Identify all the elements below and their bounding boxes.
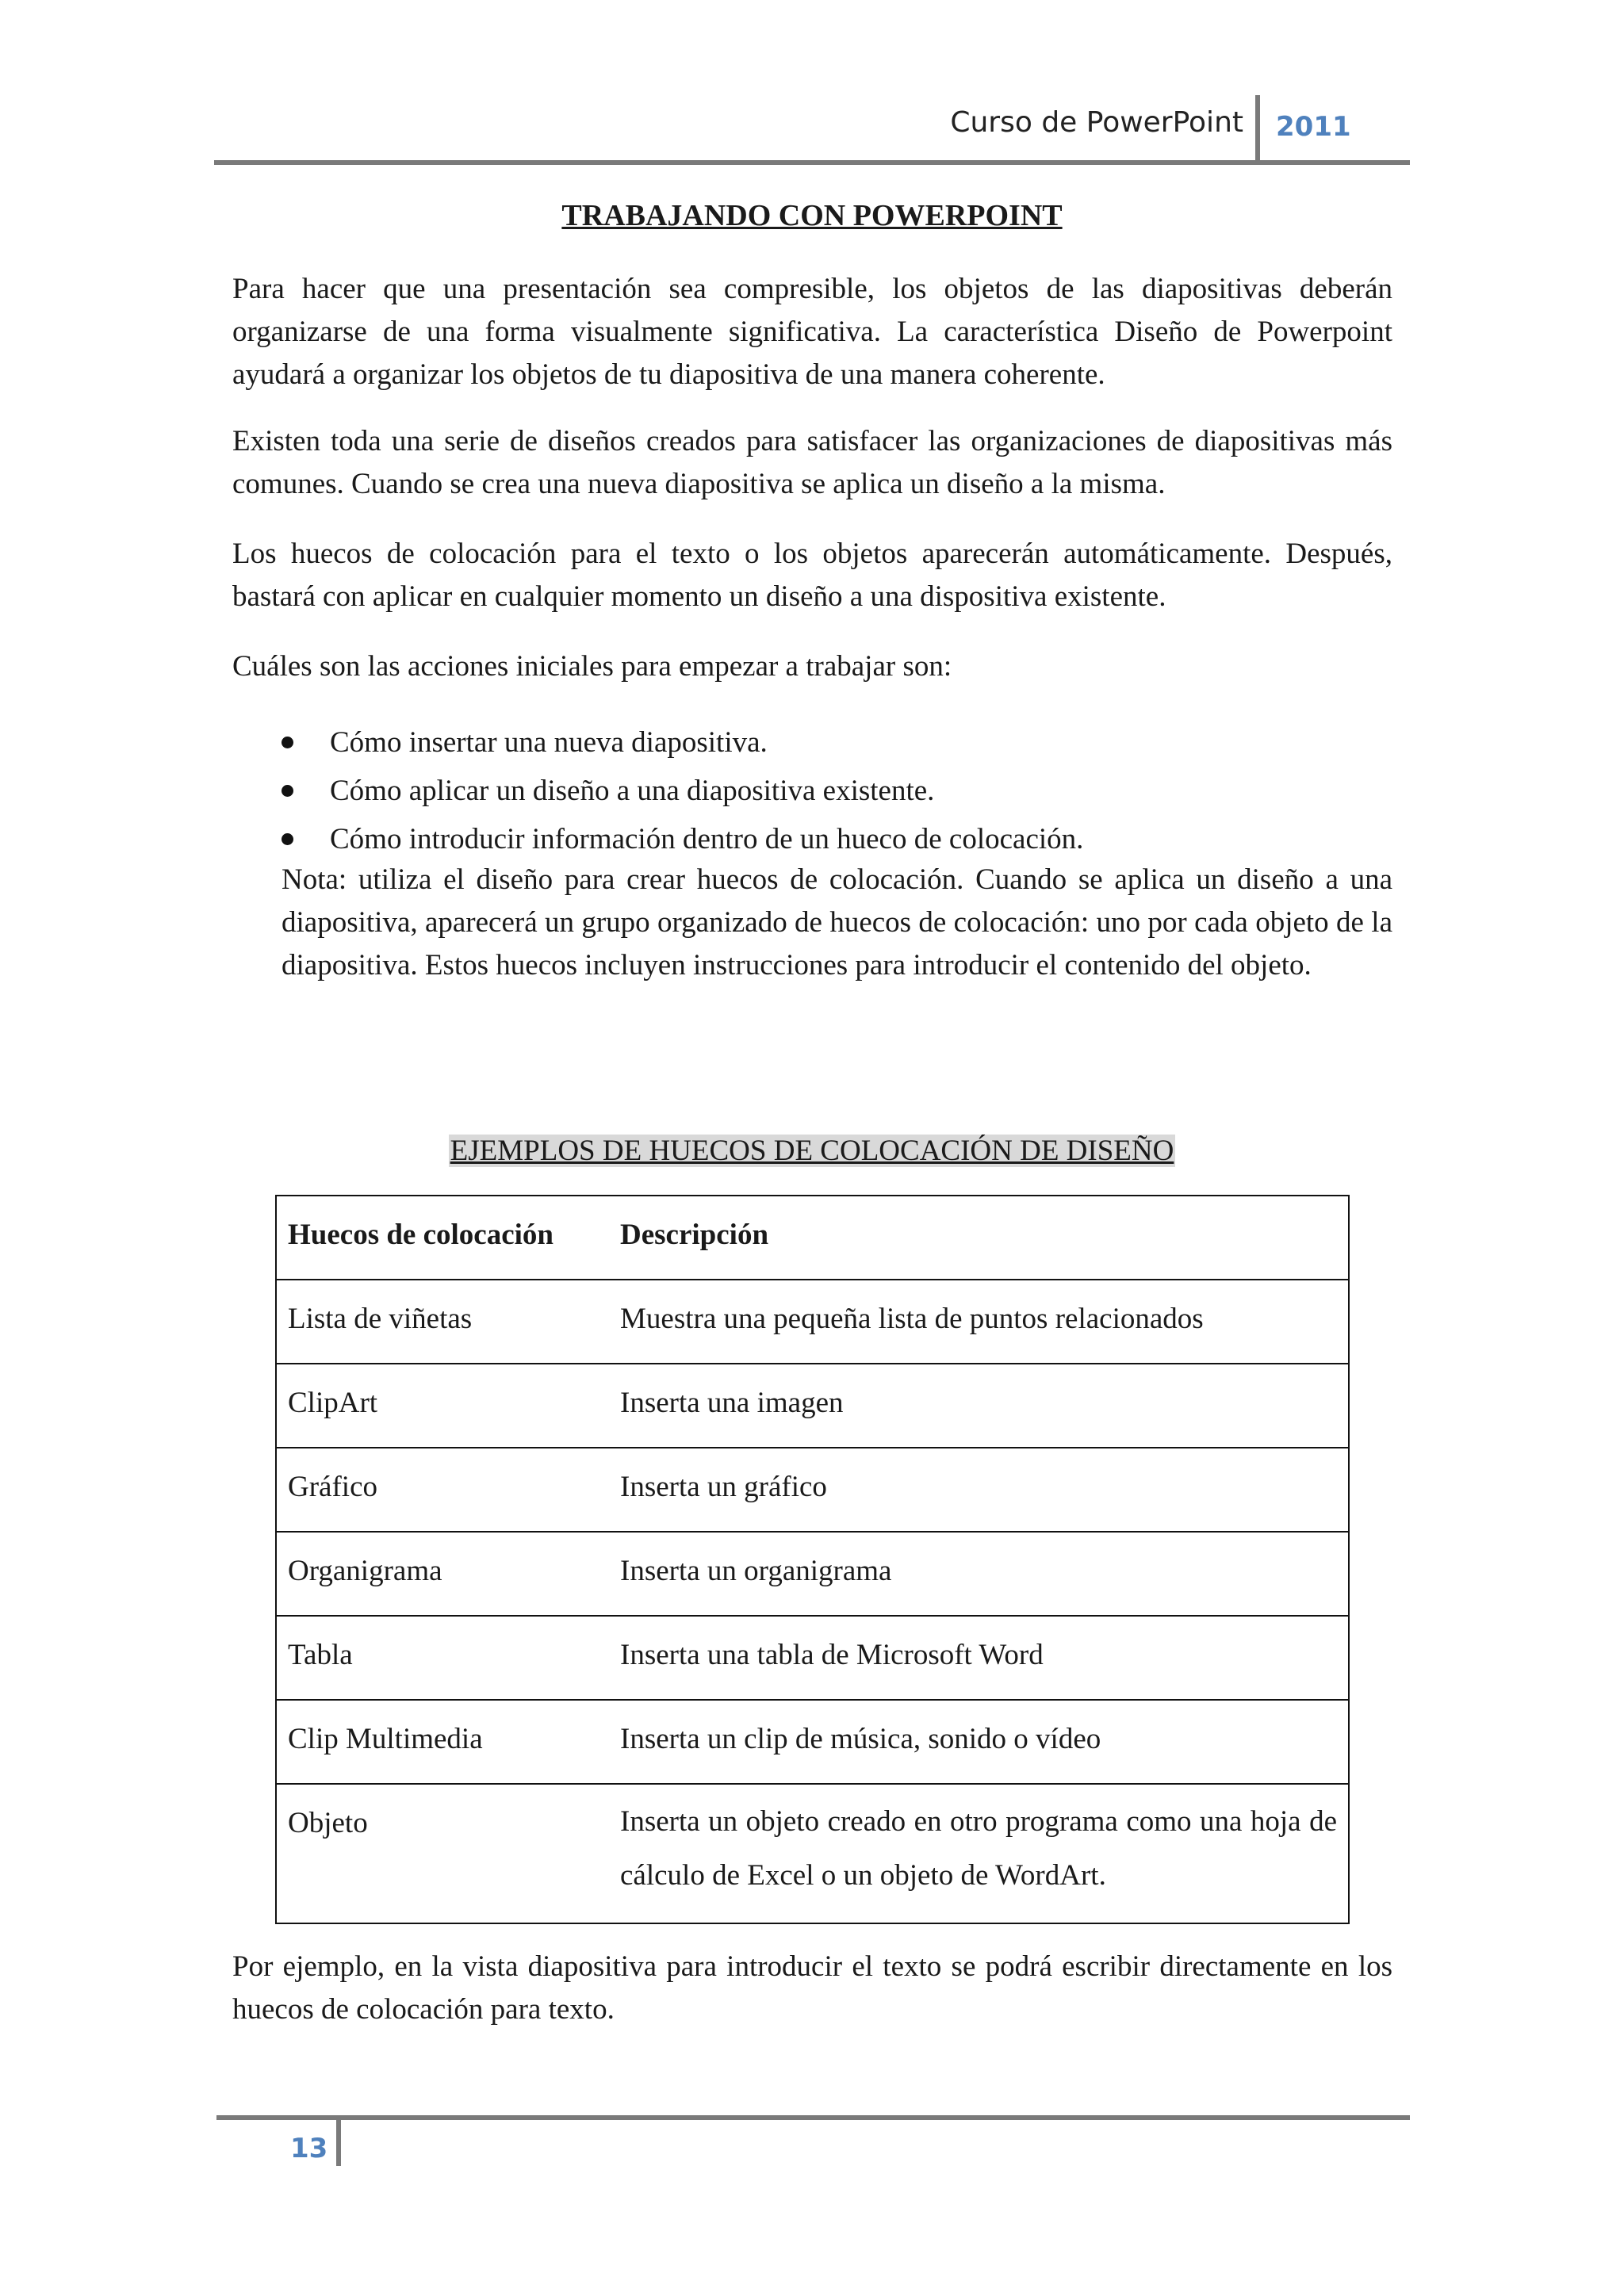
table-row [276, 1280, 1349, 1364]
table-row [276, 1616, 1349, 1700]
description-cell: Inserta un objeto creado en otro programa como una hoja de cálculo de Excel o un objeto de WordArt. [609, 1784, 1349, 1923]
table-row [276, 1364, 1349, 1448]
bullet-icon [282, 785, 293, 797]
note-paragraph: Nota: utiliza el diseño para crear huecos de colocación. Cuando se aplica un diseño a una diapositiva, aparecerá un grupo organizado de huecos de colocación: uno por cada objeto de la diapositiva. Estos huecos incluyen instrucciones para introducir el contenido del objeto. [282, 863, 1392, 982]
table-row [276, 1448, 1349, 1532]
table-caption [0, 1134, 1624, 1168]
description-cell: Inserta un clip de música, sonido o vídeo [609, 1700, 1349, 1784]
placeholder-cell: Objeto [276, 1784, 609, 1923]
placeholder-cell: Gráfico [276, 1448, 609, 1532]
list-item [232, 718, 1392, 767]
placeholder-examples-table [275, 1195, 1350, 1924]
table-row [276, 1784, 1349, 1923]
description-cell: Muestra una pequeña lista de puntos relacionados [609, 1280, 1349, 1364]
actions-list [232, 718, 1392, 863]
closing-paragraph: Por ejemplo, en la vista diapositiva para introducir el texto se podrá escribir directamente en los huecos de colocación para texto. [232, 1950, 1392, 2026]
paragraph-placeholders: Los huecos de colocación para el texto o los objetos aparecerán automáticamente. Después, bastará con aplicar en cualquier momento un diseño a una dispositiva existente. [232, 538, 1392, 613]
table-row [276, 1532, 1349, 1616]
paragraph-intro: Para hacer que una presentación sea compresible, los objetos de las diapositivas deberán organizarse de una forma visualmente significativa. La característica Diseño de Powerpoint ayudará a organizar los objetos de tu diapositiva de una manera coherente. [232, 273, 1392, 391]
table-header-row [276, 1196, 1349, 1280]
paragraph-designs: Existen toda una serie de diseños creados para satisfacer las organizaciones de diapositivas más comunes. Cuando se crea una nueva diapositiva se aplica un diseño a la misma. [232, 425, 1392, 500]
placeholder-cell: Clip Multimedia [276, 1700, 609, 1784]
table-row [276, 1700, 1349, 1784]
column-header-placeholder: Huecos de colocación [276, 1196, 609, 1280]
list-item-text: Cómo insertar una nueva diapositiva. [330, 726, 768, 759]
list-item-text: Cómo aplicar un diseño a una diapositiva existente. [330, 775, 935, 807]
description-cell: Inserta una tabla de Microsoft Word [609, 1616, 1349, 1700]
bullet-icon [282, 737, 293, 748]
placeholder-cell: Tabla [276, 1616, 609, 1700]
footer-divider [336, 2115, 341, 2166]
description-cell: Inserta un organigrama [609, 1532, 1349, 1616]
header-year: 2011 [1276, 111, 1351, 143]
placeholder-cell: ClipArt [276, 1364, 609, 1448]
description-cell: Inserta una imagen [609, 1364, 1349, 1448]
description-cell: Inserta un gráfico [609, 1448, 1349, 1532]
footer-rule [216, 2115, 1410, 2120]
list-item [232, 815, 1392, 863]
page-number: 13 [290, 2133, 328, 2164]
header-title: Curso de PowerPoint [950, 106, 1243, 139]
paragraph-actions-intro: Cuáles son las acciones iniciales para empezar a trabajar son: [232, 650, 952, 683]
bullet-icon [282, 833, 293, 845]
placeholder-cell: Organigrama [276, 1532, 609, 1616]
header-rule [214, 160, 1410, 165]
section-title: TRABAJANDO CON POWERPOINT [561, 199, 1063, 232]
placeholder-cell: Lista de viñetas [276, 1280, 609, 1364]
table-caption-text: EJEMPLOS DE HUECOS DE COLOCACIÓN DE DISEÑO [450, 1135, 1174, 1167]
list-item-text: Cómo introducir información dentro de un hueco de colocación. [330, 823, 1084, 855]
list-item [232, 767, 1392, 815]
column-header-description: Descripción [609, 1196, 1349, 1280]
header-divider [1255, 95, 1260, 165]
